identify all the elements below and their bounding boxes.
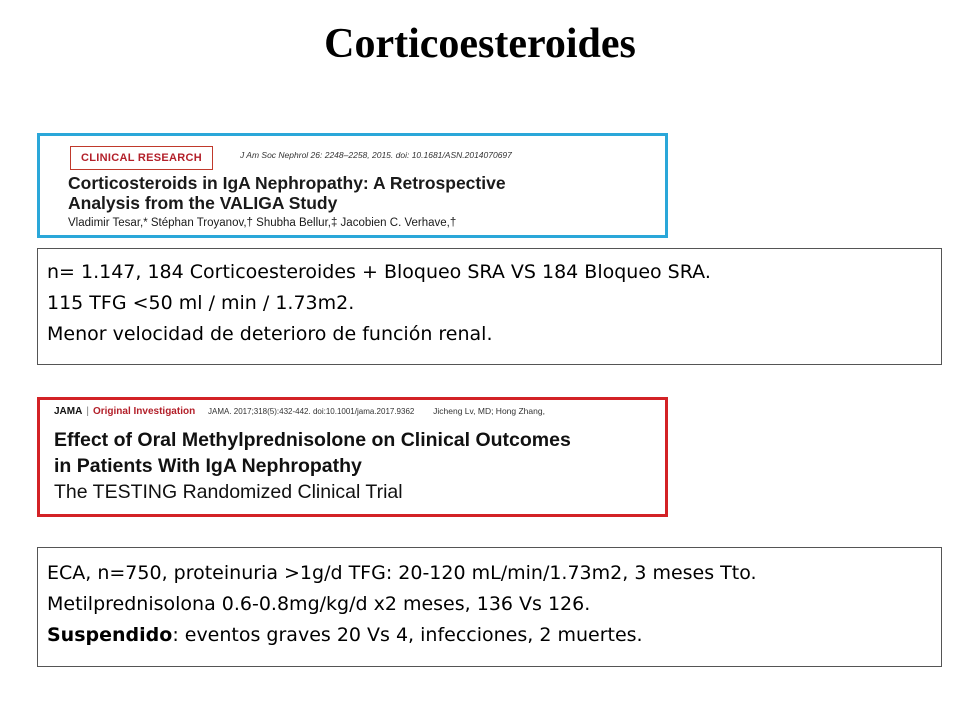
clinical-research-badge: CLINICAL RESEARCH [70,146,213,170]
headline-line-1: Effect of Oral Methylprednisolone on Clinical Outcomes [54,429,571,451]
slide-title: Corticoesteroides [324,21,636,67]
summary-line-2: Metilprednisolona 0.6-0.8mg/kg/d x2 meses, 136 Vs 126. [47,593,591,615]
suspended-label: Suspendido [47,624,173,646]
summary-line-1: n= 1.147, 184 Corticoesteroides + Bloqueo SRA VS 184 Bloqueo SRA. [47,261,711,283]
suspended-detail: : eventos graves 20 Vs 4, infecciones, 2 muertes. [172,624,643,646]
article-headline [68,173,658,213]
article-headline [54,427,664,505]
jama-logo: JAMA [54,406,83,417]
headline-line-2: in Patients With IgA Nephropathy [54,455,362,477]
article-authors: Vladimir Tesar,* Stéphan Troyanov,† Shubha Bellur,‡ Jacobien C. Verhave,† [68,217,457,229]
article-clipping-testing [37,397,668,517]
summary-box-testing [37,547,942,667]
headline-subtitle: The TESTING Randomized Clinical Trial [54,481,403,503]
summary-line-1: ECA, n=750, proteinuria >1g/d TFG: 20-120 mL/min/1.73m2, 3 meses Tto. [47,562,757,584]
summary-line-3: Menor velocidad de deterioro de función renal. [47,323,493,345]
article-citation: JAMA. 2017;318(5):432-442. doi:10.1001/jama.2017.9362 [207,407,415,416]
article-clipping-valiga [37,133,668,238]
headline-line-2: Analysis from the VALIGA Study [68,193,338,213]
header-separator: | [86,406,89,417]
article-authors: Jicheng Lv, MD; Hong Zhang, [433,406,545,416]
summary-line-2: 115 TFG <50 ml / min / 1.73m2. [47,292,355,314]
summary-box-valiga [37,248,942,365]
journal-header-bar [54,406,545,417]
summary-line-3 [47,620,941,651]
article-citation: J Am Soc Nephrol 26: 2248–2258, 2015. doi: 10.1681/ASN.2014070697 [240,150,512,160]
headline-line-1: Corticosteroids in IgA Nephropathy: A Retrospective [68,173,506,193]
article-type: Original Investigation [92,406,196,417]
